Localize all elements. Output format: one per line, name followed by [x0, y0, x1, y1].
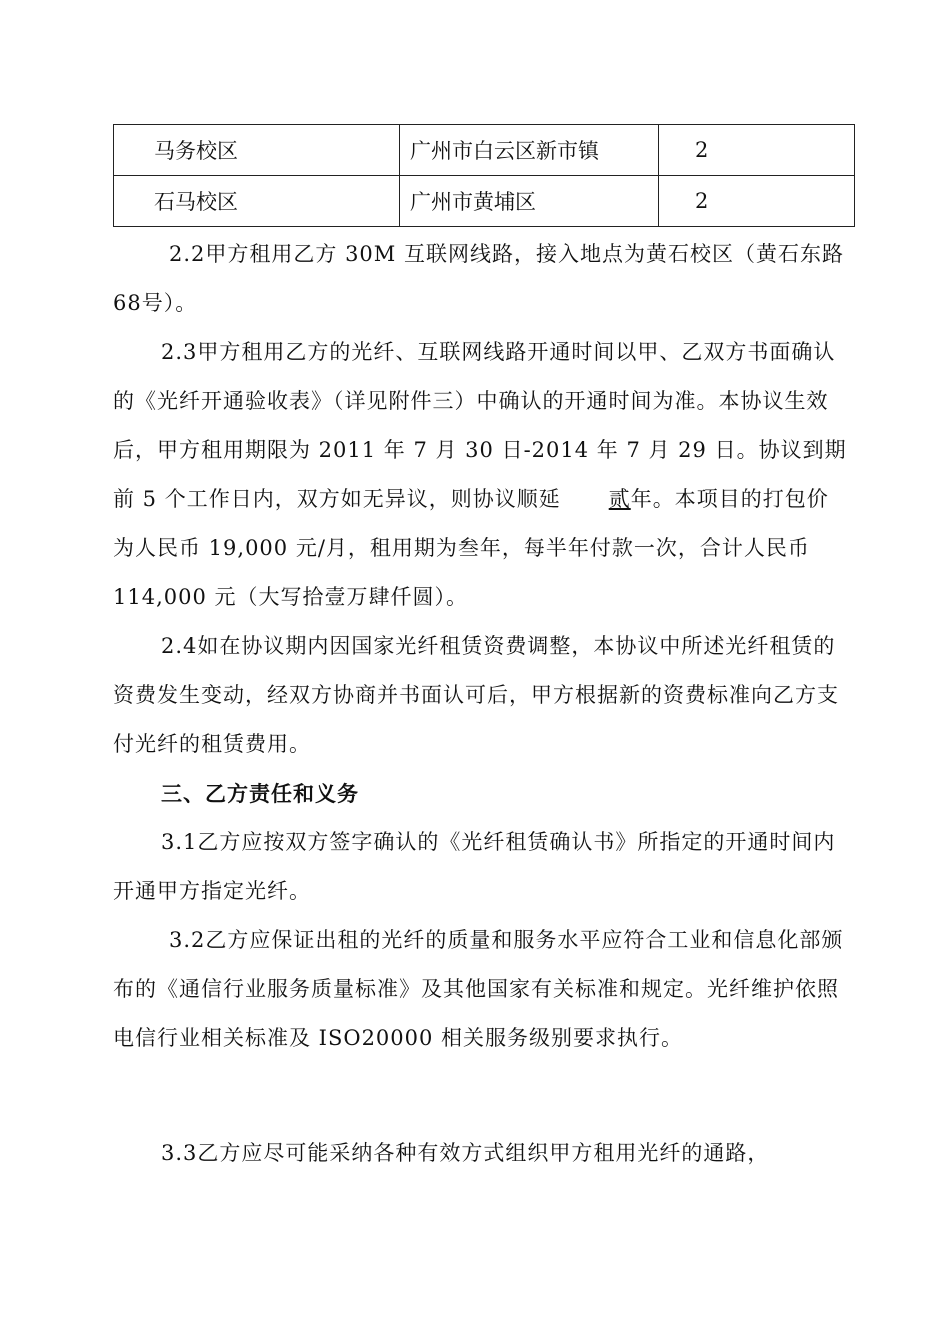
renewal-years-blank: 贰: [608, 487, 631, 511]
paragraph-2-3: [113, 328, 848, 622]
paragraph-3-2: 3.2乙方应保证出租的光纤的质量和服务水平应符合工业和信息化部颁布的《通信行业服务质量标准》及其他国家有关标准和规定。光纤维护依照电信行业相关标准及 ISO20000 相关服务级别要求执行。: [113, 928, 844, 1050]
paragraph-2-2: 2.2甲方租用乙方 30M 互联网线路，接入地点为黄石校区（黄石东路68号）。: [113, 242, 844, 315]
table-row: [114, 176, 855, 227]
paragraph-2-4: 2.4如在协议期内因国家光纤租赁资费调整，本协议中所述光纤租赁的资费发生变动，经双方协商并书面认可后，甲方根据新的资费标准向乙方支付光纤的租赁费用。: [113, 634, 839, 756]
campus-table: [113, 124, 855, 227]
paragraph-3-3: 3.3乙方应尽可能采纳各种有效方式组织甲方租用光纤的通路，: [161, 1141, 770, 1165]
campus-count-cell: 2: [659, 176, 855, 227]
paragraph-3-1: 3.1乙方应按双方签字确认的《光纤租赁确认书》所指定的开通时间内开通甲方指定光纤。: [113, 830, 836, 903]
campus-name-cell: 马务校区: [114, 125, 400, 176]
section-heading-3: 三、乙方责任和义务: [161, 781, 359, 806]
campus-count-cell: 2: [659, 125, 855, 176]
table-row: [114, 125, 855, 176]
paragraph-2-3-part-a: 2.3甲方租用乙方的光纤、互联网线路开通时间以甲、乙双方书面确认的《光纤开通验收表》（详见附件三）中确认的开通时间为准。本协议生效后，甲方租用期限为 2011 年 7 月 30 日-2014 年 7 月 29 日。协议到期前 5 个工作日内，双方如无异议，则协议顺延: [113, 340, 847, 511]
campus-address-cell: 广州市白云区新市镇: [400, 125, 659, 176]
campus-address-cell: 广州市黄埔区: [400, 176, 659, 227]
paragraph-2-3-part-b: 年。本项目的打包价为人民币 19,000 元/月，租用期为叁年，每半年付款一次，合计人民币 114,000 元（大写拾壹万肆仟圆）。: [113, 487, 829, 609]
campus-name-cell: 石马校区: [114, 176, 400, 227]
